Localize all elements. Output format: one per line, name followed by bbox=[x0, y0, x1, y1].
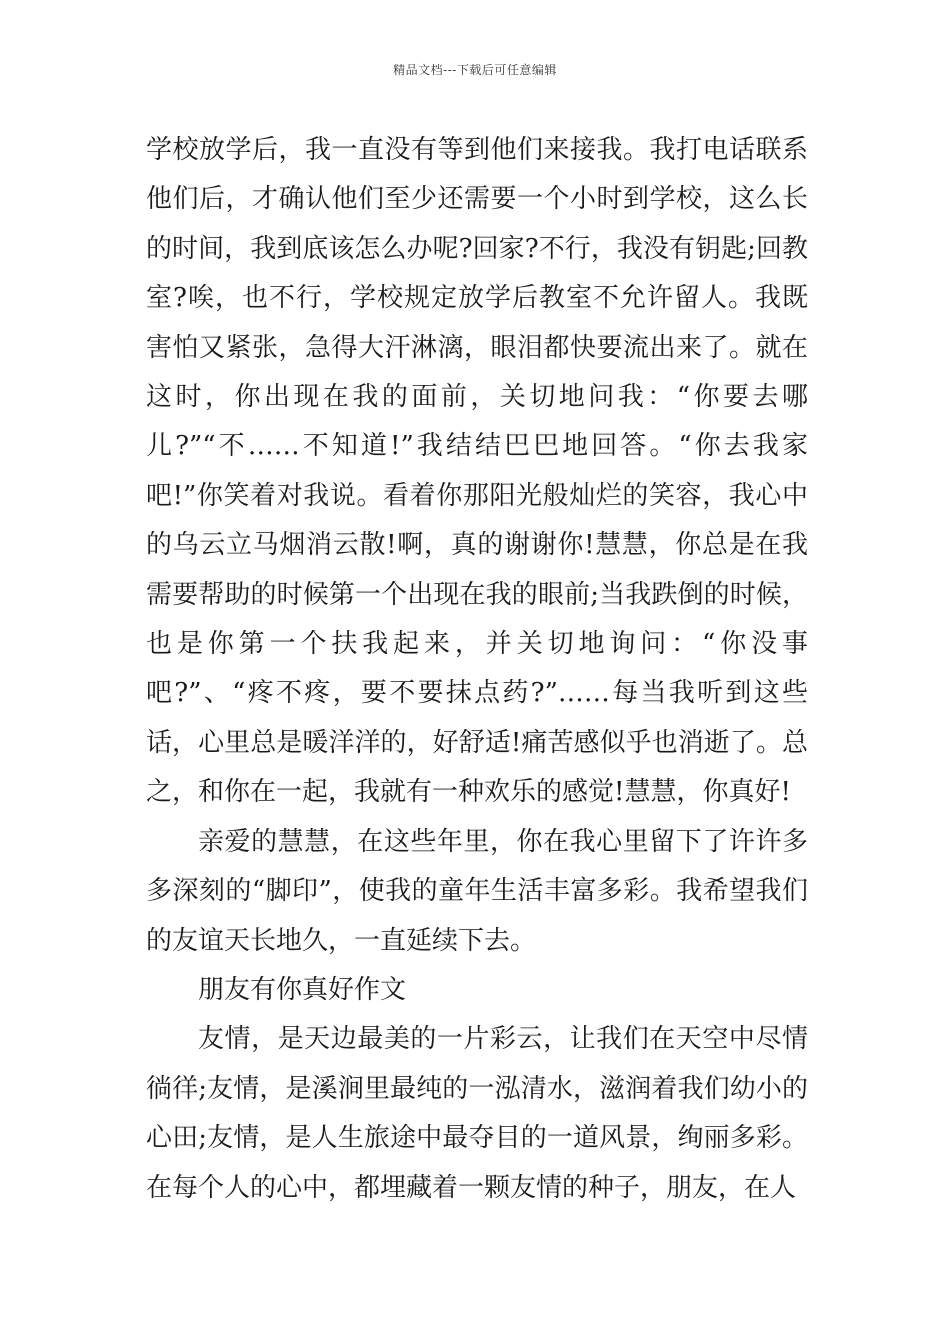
paragraph-3: 友情，是天边最美的一片彩云，让我们在天空中尽情徜徉;友情，是溪涧里最纯的一泓清水，滋润着我们幼小的心田;友情，是人生旅途中最夺目的一道风景，绚丽多彩。在每个人的心中，都埋藏着一颗友情的种子，朋友，在人 bbox=[146, 1024, 808, 1203]
document-body bbox=[146, 126, 808, 1213]
paragraph-1: 学校放学后，我一直没有等到他们来接我。我打电话联系他们后，才确认他们至少还需要一个小时到学校，这么长的时间，我到底该怎么办呢?回家?不行，我没有钥匙;回教室?唉，也不行，学校规定放学后教室不允许留人。我既害怕又紧张，急得大汗淋漓，眼泪都快要流出来了。就在这时，你出现在我的面前，关切地问我：“你要去哪儿?”“不……不知道!”我结结巴巴地回答。“你去我家吧!”你笑着对我说。看着你那阳光般灿烂的笑容，我心中的乌云立马烟消云散!啊，真的谢谢你!慧慧，你总是在我需要帮助的时候第一个出现在我的眼前;当我跌倒的时候，也是你第一个扶我起来，并关切地询问：“你没事吧?”、“疼不疼，要不要抹点药?”……每当我听到这些话，心里总是暖洋洋的，好舒适!痛苦感似乎也消逝了。总之，和你在一起，我就有一种欢乐的感觉!慧慧，你真好! bbox=[146, 135, 808, 808]
paragraph-2: 亲爱的慧慧，在这些年里，你在我心里留下了许许多多深刻的“脚印”，使我的童年生活丰富多彩。我希望我们的友谊天长地久，一直延续下去。 bbox=[146, 826, 808, 956]
section-title: 朋友有你真好作文 bbox=[198, 974, 407, 1005]
page-header: 精品文档---下载后可任意编辑 bbox=[393, 63, 557, 77]
